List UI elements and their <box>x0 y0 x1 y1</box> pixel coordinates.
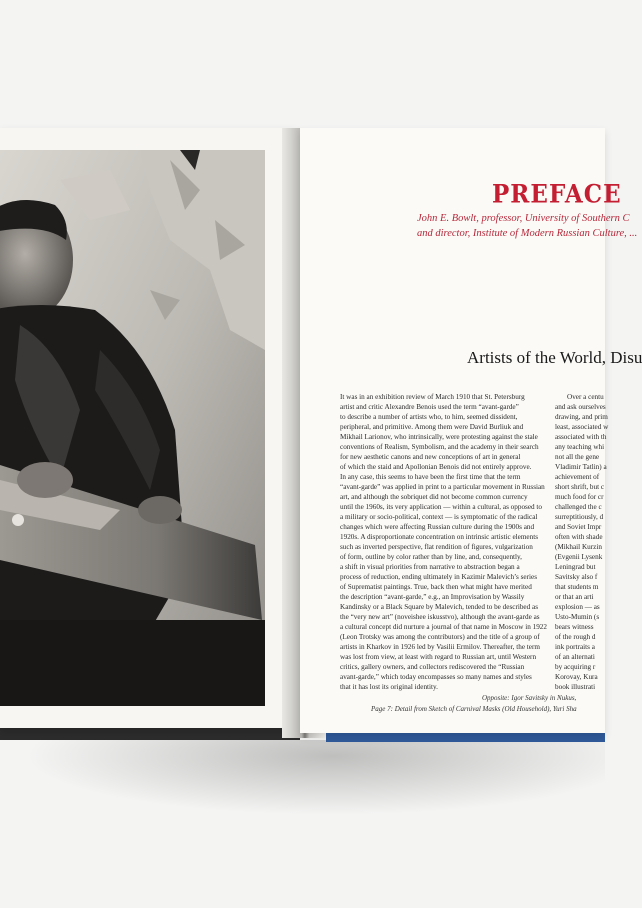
body-line: of the rough d <box>555 633 596 641</box>
body-line: for new aesthetic canons and new conceptions of art in general <box>340 453 521 461</box>
body-line: In any case, this seems to have been the first time that the term <box>340 473 521 481</box>
body-line: (Evgenii Lysenk <box>555 553 603 561</box>
body-line: process of reduction, ending ultimately in Kazimir Malevich’s series <box>340 573 538 581</box>
body-line: by acquiring r <box>555 663 596 671</box>
body-line: avant-garde,” which today encompasses so many names and styles <box>340 673 532 681</box>
book-shadow <box>0 740 605 820</box>
body-line: short shrift, but c <box>555 483 605 491</box>
body-line: “avant-garde” was applied in print to a particular movement in Russian <box>340 483 545 491</box>
body-line: 1920s. A disproportionate concentration on intrinsic artistic elements <box>340 533 539 541</box>
preface-title: PREFACE <box>492 179 622 210</box>
body-line: to describe a number of artists who, to him, seemed dissident, <box>340 413 518 421</box>
body-line: drawing, and prim <box>555 413 608 421</box>
body-line: of form, outline by color rather than by line, and, consequently, <box>340 553 522 561</box>
byline-line-1: John E. Bowlt, professor, University of Southern C <box>417 213 630 224</box>
body-line: and Soviet Impr <box>555 523 602 531</box>
body-line: challenged the c <box>555 503 602 511</box>
body-line: artist and critic Alexandre Benois used the term “avant-garde” <box>340 403 519 411</box>
body-line: was lost from view, at least with regard to Russian art, until Western <box>340 653 537 661</box>
body-line: (Mikhail Kurzin <box>555 543 602 551</box>
body-line: much food for cr <box>555 493 604 501</box>
body-line: explosion — as <box>555 603 600 611</box>
body-line: Leningrad but <box>555 563 596 571</box>
body-line: Over a centu <box>567 393 604 401</box>
body-line: often with shade <box>555 533 603 541</box>
body-column-left <box>340 393 547 693</box>
body-line: Korovay, Kura <box>555 673 598 681</box>
body-line: a cultural concept did nurture a journal of that name in Moscow in 1922 <box>340 623 547 631</box>
body-line: or that an arti <box>555 593 594 601</box>
body-line: of Suprematist paintings. True, back then what might have merited <box>340 583 532 591</box>
body-line: conventions of Realism, Symbolism, and the academy in their search <box>340 443 539 451</box>
body-line: changes which were affecting Russian culture during the 1900s and <box>340 523 535 531</box>
byline-line-2: and director, Institute of Modern Russian Culture, ... <box>417 228 638 239</box>
body-column-right <box>555 393 610 693</box>
body-line: the “very new art” (noveishee iskusstvo), although the avant-garde as <box>340 613 540 621</box>
body-line: Mikhail Larionov, who intrinsically, were protesting against the stale <box>340 433 538 441</box>
body-line: surreptitiously, d <box>555 513 604 521</box>
body-line: Savitsky also f <box>555 573 598 581</box>
body-line: associated with th <box>555 433 607 441</box>
body-line: art, and although the sobriquet did not become common currency <box>340 493 528 501</box>
body-line: a shift in visual priorities from narrative to abstraction began a <box>340 563 520 571</box>
body-line: that it has lost its original identity. <box>340 683 438 691</box>
body-line: bears witness <box>555 623 594 631</box>
body-line: the description “avant-garde,” e.g., an Improvisation by Wassily <box>340 593 525 601</box>
body-line: a military or socio-political, context — is symptomatic of the radical <box>340 513 538 521</box>
body-line: and ask ourselves <box>555 403 606 411</box>
body-line: It was in an exhibition review of March 1910 that St. Petersburg <box>340 393 525 401</box>
section-heading: Artists of the World, Disu <box>467 348 642 367</box>
body-line: (Leon Trotsky was among the contributors) and the title of a group of <box>340 633 540 641</box>
body-line: of an alternati <box>555 653 595 661</box>
body-line: that students m <box>555 583 599 591</box>
body-line: Vladimir Tatlin) a <box>555 463 607 471</box>
portrait-photo <box>0 150 265 706</box>
body-line: of which the staid and Apollonian Benois did not entirely approve. <box>340 463 532 471</box>
body-line: book illustrati <box>555 683 596 691</box>
body-line: Usto-Mumin (s <box>555 613 600 621</box>
body-line: not all the gene <box>555 453 600 461</box>
body-line: until the 1960s, its very application — within a cultural, as opposed to <box>340 503 543 511</box>
body-line: critics, gallery owners, and collectors rediscovered the “Russian <box>340 663 525 671</box>
body-line: Kandinsky or a Black Square by Malevich, tended to be described as <box>340 603 538 611</box>
body-line: achievement of <box>555 473 600 481</box>
body-line: peripheral, and primitive. Among them were David Burliuk and <box>340 423 524 431</box>
body-line: ink portraits a <box>555 643 595 651</box>
caption-opposite: Opposite: Igor Savitsky in Nukus, <box>482 694 577 702</box>
body-line: any teaching whi <box>555 443 605 451</box>
cover-edge-left <box>0 728 300 740</box>
body-line: artists in Kharkov in 1926 led by Vasilii Ermilov. Thereafter, the term <box>340 643 540 651</box>
body-line: such as inverted perspective, flat rendition of figures, vulgarization <box>340 543 533 551</box>
body-line: least, associated w <box>555 423 609 431</box>
caption-page7: Page 7: Detail from Sketch of Carnival Masks (Old Household), Yuri Sha <box>371 705 577 713</box>
